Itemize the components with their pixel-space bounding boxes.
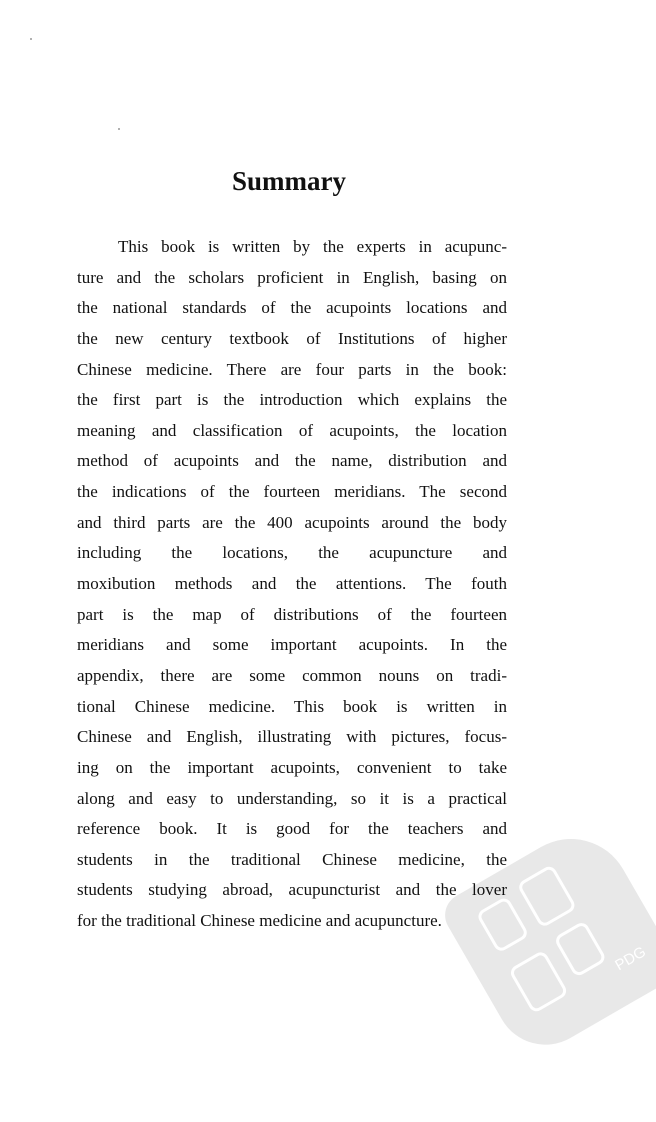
text-line: the first part is the introduction which explains the xyxy=(77,390,507,410)
seal-glyph xyxy=(553,920,607,978)
text-line: and third parts are the 400 acupoints around the body xyxy=(77,512,507,532)
text-line: Chinese and English, illustrating with pictures, focus- xyxy=(77,727,507,747)
text-line: students in the traditional Chinese medicine, the xyxy=(77,849,507,869)
summary-paragraph xyxy=(77,232,507,937)
watermark-text: PDG xyxy=(612,943,649,975)
text-line: including the locations, the acupuncture and xyxy=(77,543,507,563)
text-line: the new century textbook of Institutions of higher xyxy=(77,328,507,348)
text-line: This book is written by the experts in acupunc- xyxy=(118,237,507,256)
scan-speck xyxy=(118,128,120,130)
page-title: Summary xyxy=(232,166,346,196)
text-line: part is the map of distributions of the fourteen xyxy=(77,604,507,624)
text-line: reference book. It is good for the teachers and xyxy=(77,819,507,839)
scan-speck xyxy=(30,38,32,40)
text-line: ing on the important acupoints, convenient to take xyxy=(77,757,507,777)
text-line: meridians and some important acupoints. In the xyxy=(77,635,507,655)
text-line: along and easy to understanding, so it is a practical xyxy=(77,788,507,808)
text-line: appendix, there are some common nouns on tradi- xyxy=(77,665,507,685)
text-line: students studying abroad, acupuncturist and the lover xyxy=(77,880,507,900)
text-line: moxibution methods and the attentions. The fouth xyxy=(77,574,507,594)
seal-glyph xyxy=(516,864,577,929)
text-line: for the traditional Chinese medicine and acupuncture. xyxy=(77,911,442,931)
text-line: tional Chinese medicine. This book is written in xyxy=(77,696,507,716)
seal-glyph xyxy=(508,950,569,1015)
text-line: ture and the scholars proficient in English, basing on xyxy=(77,267,507,287)
text-line: method of acupoints and the name, distribution and xyxy=(77,451,507,471)
text-line: meaning and classification of acupoints, the location xyxy=(77,420,507,440)
text-line: the indications of the fourteen meridians. The second xyxy=(77,482,507,502)
text-line: Chinese medicine. There are four parts in the book: xyxy=(77,359,507,379)
text-line: the national standards of the acupoints locations and xyxy=(77,298,507,318)
